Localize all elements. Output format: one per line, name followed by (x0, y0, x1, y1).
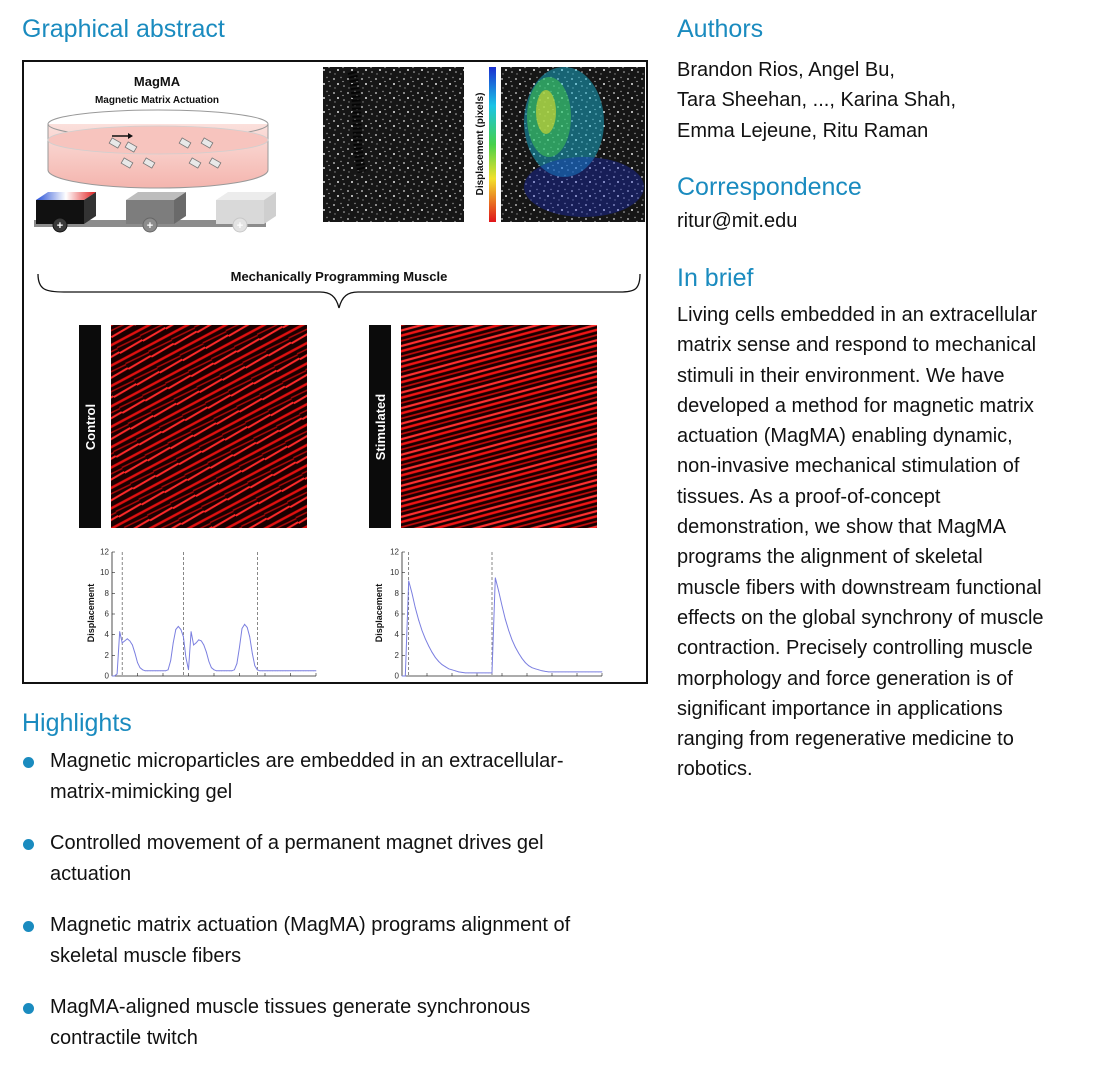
authors-heading: Authors (677, 15, 764, 43)
data-point (234, 669, 235, 670)
stimulated-ylabel: Displacement (374, 583, 384, 643)
y-tick-label: 8 (394, 588, 399, 598)
data-point (515, 647, 516, 648)
y-tick-label: 4 (104, 630, 109, 640)
y-tick-label: 6 (104, 609, 109, 619)
data-point (316, 670, 317, 671)
control-ylabel: Displacement (86, 583, 96, 643)
data-point (224, 670, 225, 671)
colorbar-label: Displacement (pixels) (475, 92, 486, 196)
data-point (124, 640, 125, 641)
data-point (298, 670, 299, 671)
data-point (595, 671, 596, 672)
data-point (588, 671, 589, 672)
stimulated-muscle-image (401, 325, 597, 528)
data-point (254, 665, 255, 666)
data-point (452, 669, 453, 670)
data-point (247, 627, 248, 628)
data-point (502, 605, 503, 606)
data-point (555, 671, 556, 672)
stimulated-displacement-plot (374, 548, 602, 681)
graphical-abstract-heading: Graphical abstract (22, 15, 225, 43)
data-point (402, 676, 403, 677)
plus-icon: + (56, 220, 64, 232)
data-point (165, 670, 166, 671)
y-tick-label: 12 (390, 547, 399, 557)
data-point (282, 670, 283, 671)
data-point (438, 661, 439, 662)
data-point (211, 667, 212, 668)
data-point (206, 652, 207, 653)
in-brief-heading: In brief (677, 264, 754, 292)
data-point (127, 638, 128, 639)
data-point (152, 670, 153, 671)
data-point (262, 670, 263, 671)
data-point (305, 670, 306, 671)
correspondence-heading: Correspondence (677, 173, 862, 201)
highlights-heading: Highlights (22, 709, 132, 737)
authors-list: Brandon Rios, Angel Bu, Tara Sheehan, ..., Karina Shah, Emma Lejeune, Ritu Raman (677, 59, 957, 142)
data-point (415, 607, 416, 608)
data-point (458, 671, 459, 672)
data-point (558, 671, 559, 672)
y-tick-label: 8 (104, 588, 109, 598)
data-point (505, 619, 506, 620)
data-point (260, 670, 261, 671)
data-point (252, 653, 253, 654)
data-point (277, 670, 278, 671)
y-tick-label: 0 (104, 671, 109, 681)
data-point (244, 624, 245, 625)
data-point (592, 671, 593, 672)
magma-title: MagMA (133, 74, 181, 89)
control-displacement-plot (86, 548, 316, 681)
data-point (308, 670, 309, 671)
data-point (422, 630, 423, 631)
data-point (129, 640, 130, 641)
data-point (186, 657, 187, 658)
displacement-colorbar (489, 67, 496, 222)
data-point (226, 670, 227, 671)
data-point (191, 631, 192, 632)
data-point (160, 670, 161, 671)
data-point (163, 670, 164, 671)
bullet-icon (23, 921, 34, 932)
data-point (508, 630, 509, 631)
bullet-icon (23, 839, 34, 850)
data-point (293, 670, 294, 671)
data-point (183, 636, 184, 637)
data-point (565, 671, 566, 672)
y-tick-label: 4 (394, 630, 399, 640)
data-point (267, 670, 268, 671)
data-point (488, 673, 489, 674)
y-tick-label: 2 (104, 650, 109, 660)
series-line (402, 578, 602, 676)
data-point (462, 672, 463, 673)
data-point (538, 669, 539, 670)
data-point (408, 581, 409, 582)
data-point (295, 670, 296, 671)
data-point (158, 670, 159, 671)
plus-icon: + (236, 220, 244, 232)
bead-speckle-image (323, 67, 464, 222)
correspondence-email[interactable]: ritur@mit.edu (677, 210, 798, 232)
data-point (492, 673, 493, 674)
data-point (239, 647, 240, 648)
data-point (265, 670, 266, 671)
data-point (219, 670, 220, 671)
data-point (288, 670, 289, 671)
data-point (147, 670, 148, 671)
data-point (257, 669, 258, 670)
data-point (249, 636, 250, 637)
data-point (137, 662, 138, 663)
data-point (132, 645, 133, 646)
y-tick-label: 6 (394, 609, 399, 619)
highlight-item: MagMA-aligned muscle tissues generate synchronous contractile twitch (22, 992, 662, 1053)
bullet-icon (23, 757, 34, 768)
data-point (201, 640, 202, 641)
graphical-abstract-svg (24, 62, 648, 684)
data-point (209, 661, 210, 662)
data-point (221, 670, 222, 671)
data-point (442, 664, 443, 665)
data-point (435, 657, 436, 658)
data-point (196, 643, 197, 644)
magma-subtitle: Magnetic Matrix Actuation (94, 95, 220, 106)
data-point (135, 653, 136, 654)
data-point (522, 658, 523, 659)
highlight-item: Magnetic matrix actuation (MagMA) programs alignment of skeletal muscle fibers (22, 910, 662, 971)
data-point (568, 671, 569, 672)
data-point (145, 670, 146, 671)
data-point (465, 673, 466, 674)
data-point (285, 670, 286, 671)
displacement-heatmap-image (501, 67, 645, 222)
data-point (272, 670, 273, 671)
data-point (270, 670, 271, 671)
data-point (512, 639, 513, 640)
data-point (535, 668, 536, 669)
y-tick-label: 2 (394, 650, 399, 660)
series-line (112, 624, 316, 676)
data-point (412, 593, 413, 594)
data-point (575, 671, 576, 672)
data-point (525, 662, 526, 663)
data-point (518, 653, 519, 654)
data-point (119, 631, 120, 632)
data-point (231, 670, 232, 671)
data-point (203, 645, 204, 646)
highlight-item: Magnetic microparticles are embedded in an extracellular- matrix-mimicking gel (22, 746, 662, 807)
petri-dish-illustration (48, 110, 268, 188)
data-point (242, 628, 243, 629)
data-point (475, 673, 476, 674)
data-point (198, 639, 199, 640)
y-tick-label: 12 (100, 547, 109, 557)
data-point (528, 665, 529, 666)
y-tick-label: 0 (394, 671, 399, 681)
data-point (425, 638, 426, 639)
data-point (311, 670, 312, 671)
data-point (275, 670, 276, 671)
data-point (432, 652, 433, 653)
data-point (280, 670, 281, 671)
data-point (112, 676, 113, 677)
y-tick-label: 10 (100, 568, 109, 578)
data-point (168, 669, 169, 670)
control-muscle-image (111, 325, 307, 528)
data-point (405, 676, 406, 677)
data-point (478, 673, 479, 674)
data-point (303, 670, 304, 671)
data-point (585, 671, 586, 672)
data-point (175, 629, 176, 630)
data-point (188, 669, 189, 670)
data-point (562, 671, 563, 672)
data-point (428, 646, 429, 647)
data-point (498, 591, 499, 592)
data-point (598, 671, 599, 672)
bullet-icon (23, 1003, 34, 1014)
data-point (485, 673, 486, 674)
brace-label: Mechanically Programming Muscle (230, 269, 448, 284)
data-point (117, 674, 118, 675)
data-point (178, 626, 179, 627)
data-point (140, 667, 141, 668)
highlights-list (22, 746, 662, 1074)
magnet-track-illustration (34, 192, 276, 232)
y-tick-label: 10 (390, 568, 399, 578)
data-point (572, 671, 573, 672)
data-point (313, 670, 314, 671)
data-point (214, 669, 215, 670)
data-point (229, 670, 230, 671)
data-point (114, 676, 115, 677)
data-point (290, 670, 291, 671)
control-label: Control (83, 403, 98, 451)
data-point (482, 673, 483, 674)
data-point (216, 670, 217, 671)
data-point (180, 629, 181, 630)
data-point (532, 667, 533, 668)
data-point (542, 670, 543, 671)
data-point (495, 577, 496, 578)
highlight-item: Controlled movement of a permanent magnet drives gel actuation (22, 828, 662, 889)
graphical-abstract-figure (22, 60, 648, 684)
data-point (150, 670, 151, 671)
data-point (578, 671, 579, 672)
data-point (300, 670, 301, 671)
in-brief-text: Living cells embedded in an extracellular matrix sense and respond to mechanical stimuli in their environment. We have developed a method for magnetic matrix actuation (MagMA) enabling dynamic, non-invasive mechanical stimulation of tissues. As a proof-of-concept demonstration, we show that MagMA programs the alignment of skeletal muscle fibers with downstream functional effects on the global synchrony of muscle contraction. Precisely controlling muscle morphology and force generation is of significant importance in applications ranging from regenerative medicine to robotics. (677, 304, 1044, 781)
data-point (155, 670, 156, 671)
data-point (582, 671, 583, 672)
data-point (545, 671, 546, 672)
data-point (548, 671, 549, 672)
data-point (193, 645, 194, 646)
data-point (122, 643, 123, 644)
data-point (237, 663, 238, 664)
data-point (418, 620, 419, 621)
data-point (142, 669, 143, 670)
stimulated-label: Stimulated (373, 393, 388, 461)
data-point (602, 671, 603, 672)
data-point (448, 668, 449, 669)
data-point (173, 643, 174, 644)
data-point (468, 673, 469, 674)
data-point (170, 660, 171, 661)
data-point (445, 666, 446, 667)
data-point (472, 673, 473, 674)
data-point (455, 670, 456, 671)
plus-icon: + (146, 220, 154, 232)
data-point (552, 671, 553, 672)
